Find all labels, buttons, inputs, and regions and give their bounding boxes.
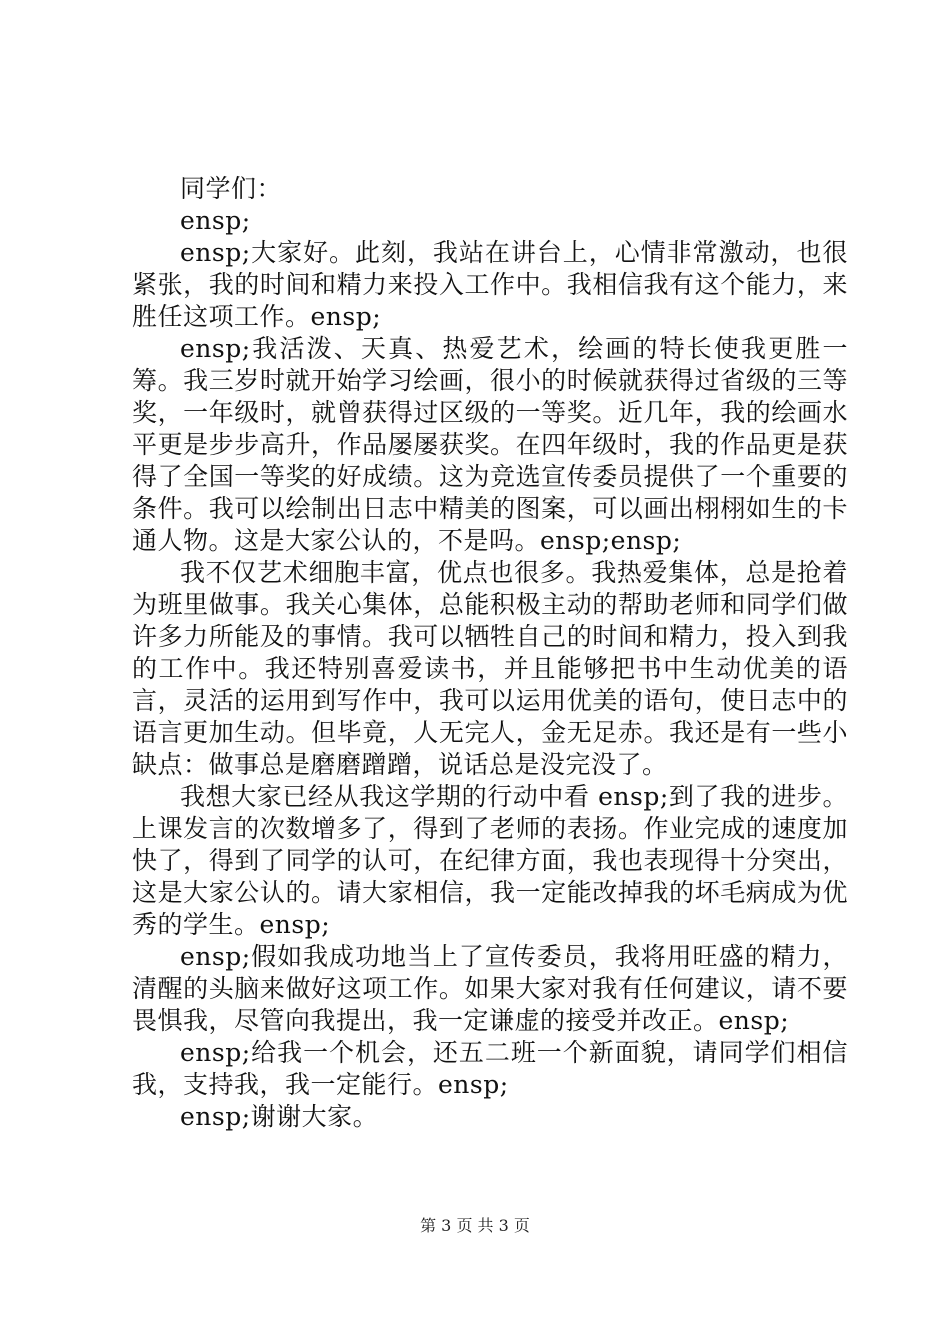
paragraph-greeting: ensp;大家好。此刻，我站在讲台上，心情非常激动，也很紧张，我的时间和精力来投入工作中。我相信我有这个能力，来胜任这项工作。ensp; [132, 238, 848, 331]
paragraph-art-talent: ensp;我活泼、天真、热爱艺术，绘画的特长使我更胜一筹。我三岁时就开始学习绘画，很小的时候就获得过省级的三等奖，一年级时，就曾获得过区级的一等奖。近几年，我的绘画水平更是步步高升，作品屡屡获奖。在四年级时，我的作品更是获得了全国一等奖的好成绩。这为竞选宣传委员提供了一个重要的条件。我可以绘制出日志中精美的图案，可以画出栩栩如生的卡通人物。这是大家公认的，不是吗。ensp;ensp; [132, 334, 848, 555]
page-footer: 第 3 页 共 3 页 [420, 1216, 530, 1235]
paragraph-blank: ensp; [180, 206, 251, 235]
paragraph-thanks: ensp;谢谢大家。 [180, 1102, 379, 1131]
document-body [132, 173, 848, 1133]
paragraph-salutation: 同学们： [180, 174, 283, 203]
paragraph-request: ensp;给我一个机会，还五二班一个新面貌，请同学们相信我，支持我，我一定能行。ensp; [132, 1038, 848, 1099]
paragraph-promise: ensp;假如我成功地当上了宣传委员，我将用旺盛的精力，清醒的头脑来做好这项工作。如果大家对我有任何建议，请不要畏惧我，尽管向我提出，我一定谦虚的接受并改正。ensp; [132, 942, 848, 1035]
paragraph-strengths: 我不仅艺术细胞丰富，优点也很多。我热爱集体，总是抢着为班里做事。我关心集体，总能积极主动的帮助老师和同学们做许多力所能及的事情。我可以牺牲自己的时间和精力，投入到我的工作中。我还特别喜爱读书，并且能够把书中生动优美的语言，灵活的运用到写作中，我可以运用优美的语句，使日志中的语言更加生动。但毕竟，人无完人，金无足赤。我还是有一些小缺点：做事总是磨磨蹭蹭，说话总是没完没了。 [132, 558, 848, 779]
paragraph-progress: 我想大家已经从我这学期的行动中看 ensp;到了我的进步。上课发言的次数增多了，得到了老师的表扬。作业完成的速度加快了，得到了同学的认可，在纪律方面，我也表现得十分突出，这是大家公认的。请大家相信，我一定能改掉我的坏毛病成为优秀的学生。ensp; [132, 782, 848, 939]
